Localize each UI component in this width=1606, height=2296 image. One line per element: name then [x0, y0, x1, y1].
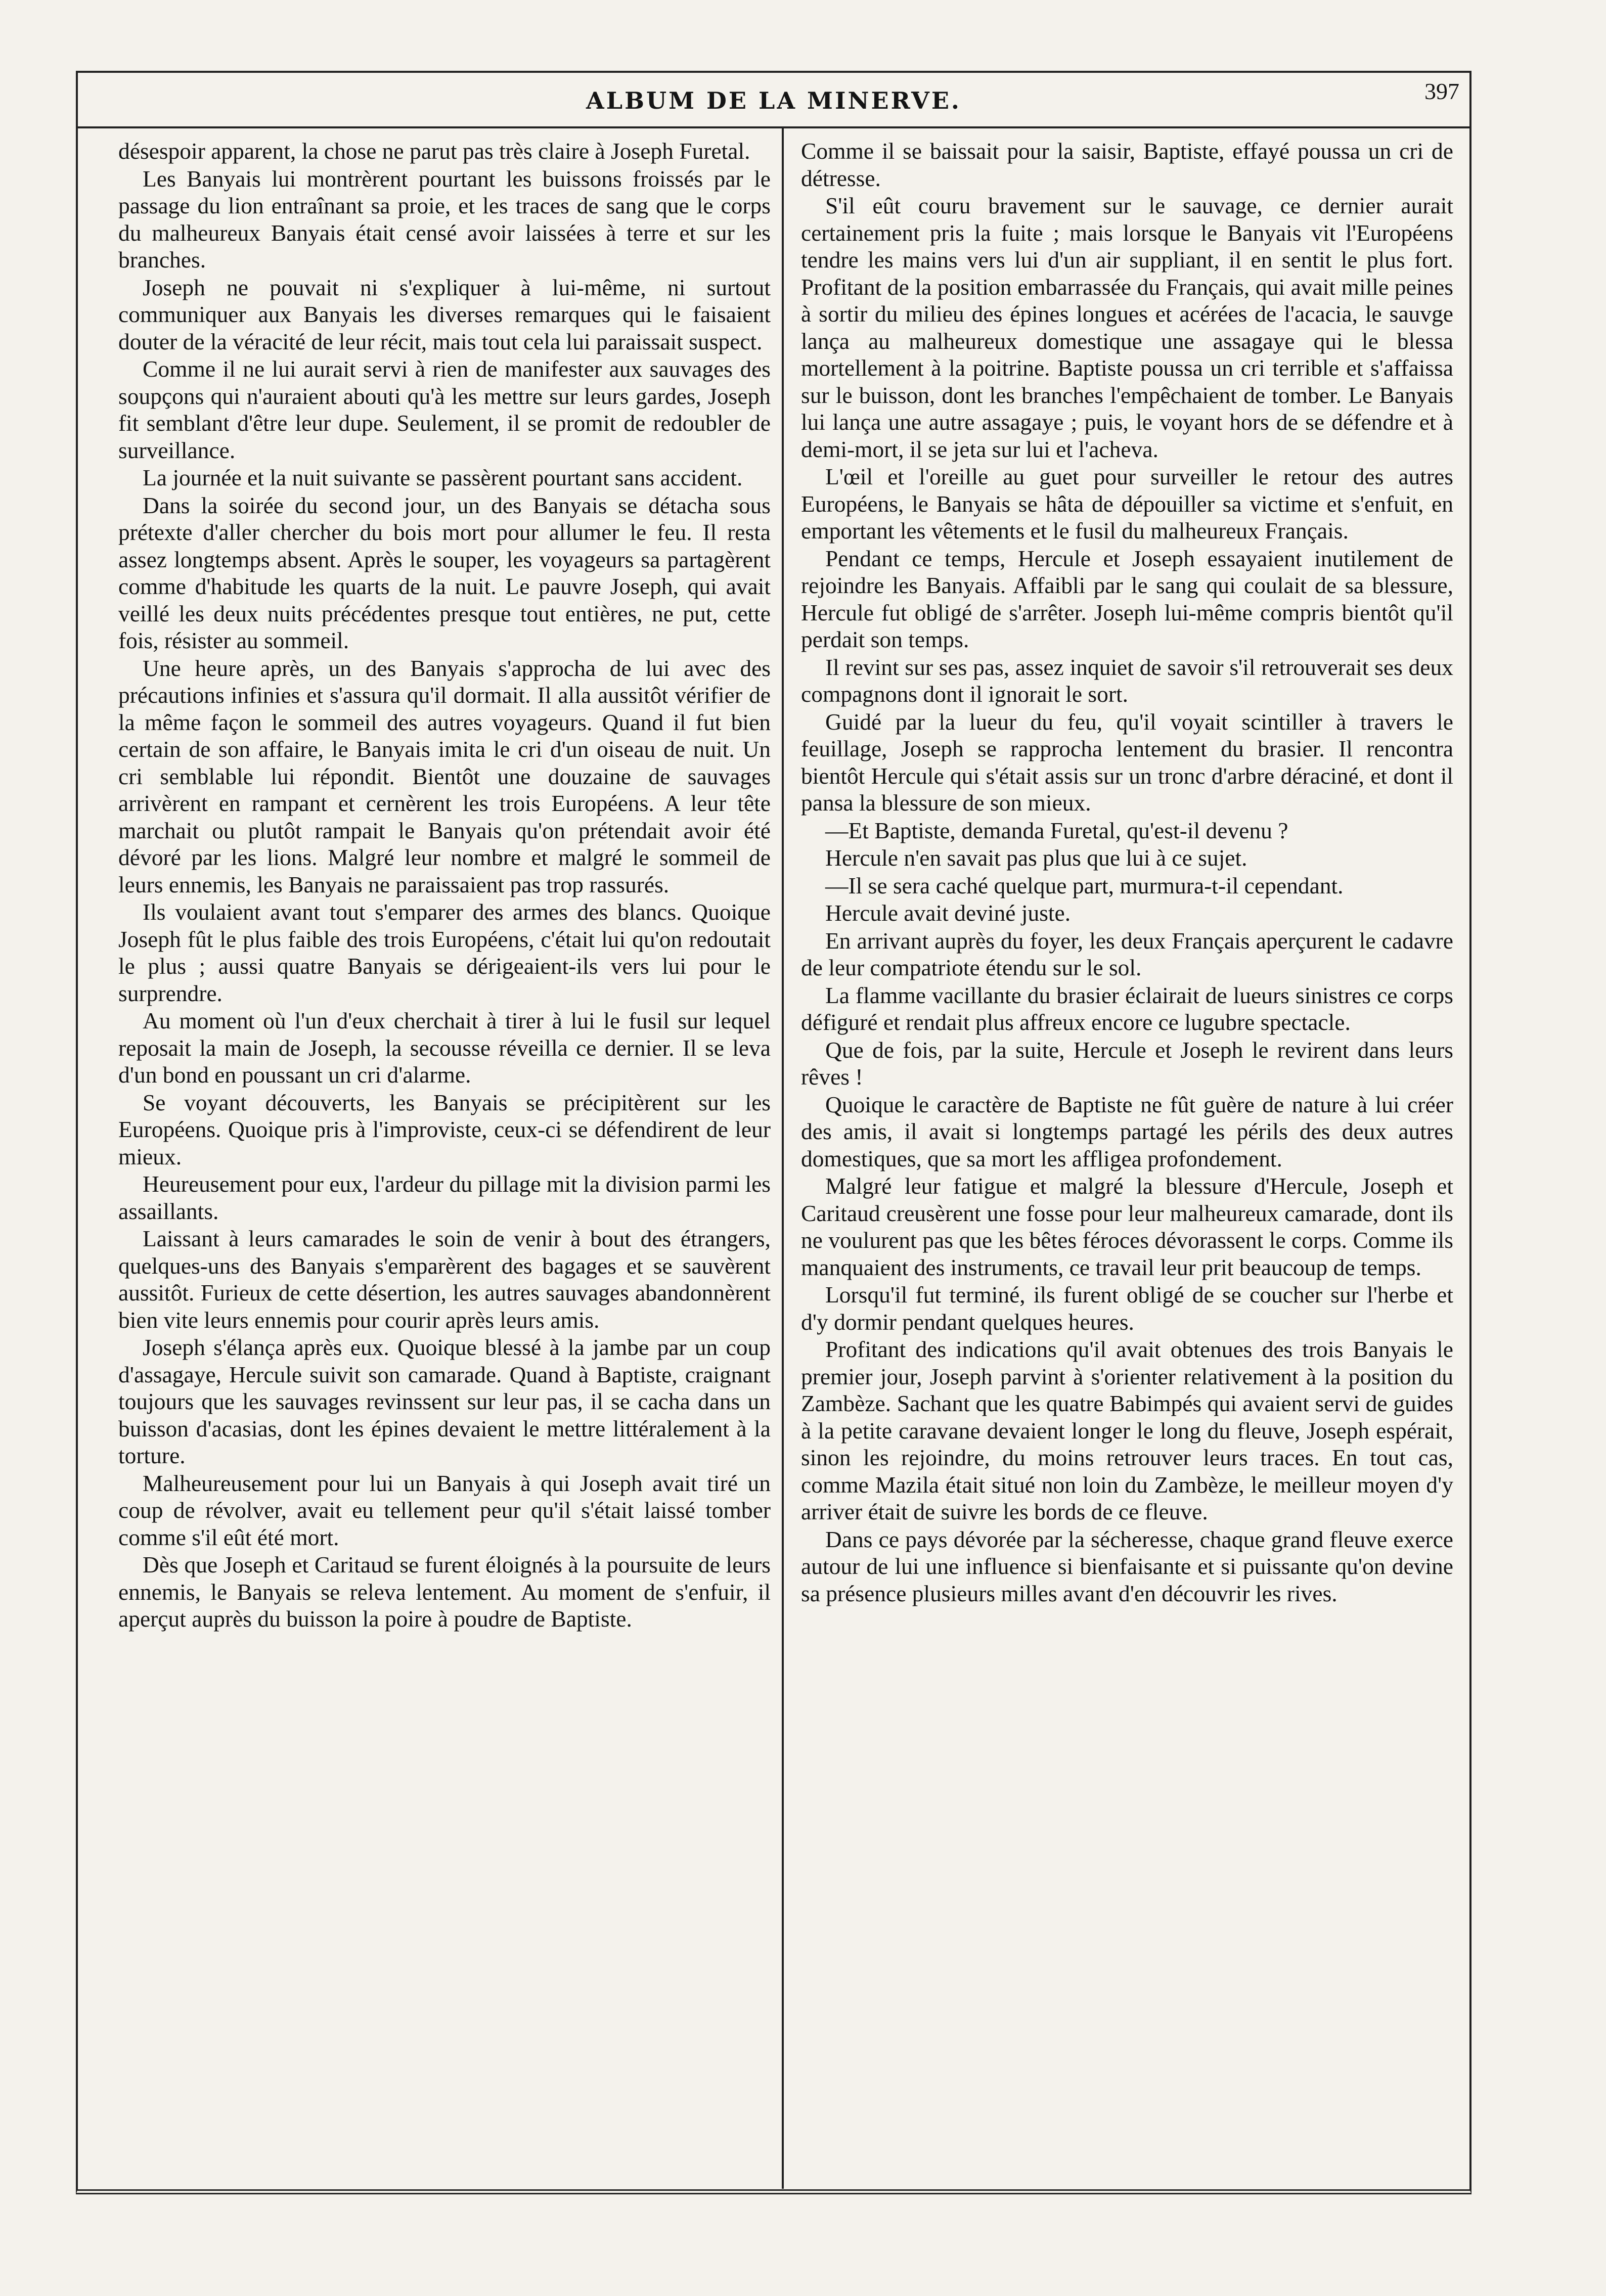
paragraph: Une heure après, un des Banyais s'approcha de lui avec des précautions infinies et s'assura qu'il dormait. Il alla aussitôt vérifier de la même façon le sommeil des autres voyageurs. Quand il fut bien certain de son affaire, le Banyais imita le cri d'un oiseau de nuit. Un cri semblable lui répondit. Bientôt une douzaine de sauvages arrivèrent en rampant et cernèrent les trois Européens. A leur tête marchait ou plutôt rampait le Banyais qu'on prétendait avoir été dévoré par les lions. Malgré leur nombre et malgré le sommeil de leurs ennemis, les Banyais ne paraissaient pas trop rassurés.	[118, 655, 771, 897]
paragraph: Hercule n'en savait pas plus que lui à ce sujet.	[825, 845, 1247, 871]
paragraph: Se voyant découverts, les Banyais se précipitèrent sur les Européens. Quoique pris à l'improviste, ceux-ci se défendirent de leur mieux.	[118, 1089, 771, 1169]
paragraph: Hercule avait deviné juste.	[825, 900, 1071, 926]
paragraph: Guidé par la lueur du feu, qu'il voyait scintiller à travers le feuillage, Joseph se rapprocha lentement du brasier. Il rencontra bientôt Hercule qui s'était assis sur un tronc d'arbre déraciné, et dont il pansa la blessure de son mieux.	[801, 708, 1453, 816]
page-number: 397	[1424, 78, 1459, 104]
paragraph: Dans la soirée du second jour, un des Banyais se détacha sous prétexte d'aller chercher du bois mort pour allumer le feu. Il resta assez longtemps absent. Après le souper, les voyageurs sa partagèrent comme d'habitude les quarts de la nuit. Le pauvre Joseph, qui avait veillé les deux nuits précédentes presque tout entières, ne put, cette fois, résister au sommeil.	[118, 492, 771, 653]
paragraph: Les Banyais lui montrèrent pourtant les buissons froissés par le passage du lion entraînant sa proie, et les traces de sang que le corps du malheureux Banyais était censé avoir laissées à terre et sur les branches.	[118, 165, 771, 273]
paragraph: Ils voulaient avant tout s'emparer des armes des blancs. Quoique Joseph fût le plus faible des trois Européens, c'était lui qu'on redoutait le plus ; aussi quatre Banyais se dérigeaient-ils vers lui pour le surprendre.	[118, 899, 771, 1006]
paragraph: Joseph ne pouvait ni s'expliquer à lui-même, ni surtout communiquer aux Banyais les diverses remarques qui le faisaient douter de la véracité de leur récit, mais tout cela lui paraissait suspect.	[118, 274, 771, 354]
paragraph: Au moment où l'un d'eux cherchait à tirer à lui le fusil sur lequel reposait la main de Joseph, la secousse réveilla ce dernier. Il se leva d'un bond en poussant un cri d'alarme.	[118, 1008, 771, 1088]
running-title: ALBUM DE LA MINERVE.	[586, 87, 961, 114]
running-head	[78, 73, 1469, 128]
paragraph: L'œil et l'oreille au guet pour surveiller le retour des autres Européens, le Banyais se hâta de dépouiller sa victime et s'enfuit, en emportant les vêtements et le fusil du malheureux Français.	[801, 464, 1453, 544]
page-frame	[76, 71, 1471, 2194]
paragraph: —Il se sera caché quelque part, murmura-t-il cependant.	[825, 872, 1344, 898]
paragraph: Joseph s'élança après eux. Quoique blessé à la jambe par un coup d'assagaye, Hercule suivit son camarade. Quand à Baptiste, craignant toujours que les sauvages revinssent sur leur pas, il se cacha dans un buisson d'acasias, dont les épines devaient le mettre littéralement à la torture.	[118, 1334, 771, 1468]
paragraph: Laissant à leurs camarades le soin de venir à bout des étrangers, quelques-uns des Banyais s'emparèrent des bagages et se sauvèrent aussitôt. Furieux de cette désertion, les autres sauvages abandonnèrent bien vite leurs ennemis pour courir après leurs amis.	[118, 1226, 771, 1333]
paragraph: En arrivant auprès du foyer, les deux Français aperçurent le cadavre de leur compatriote étendu sur le sol.	[801, 927, 1453, 980]
paragraph: Comme il se baissait pour la saisir, Baptiste, effayé poussa un cri de détresse.	[801, 138, 1453, 191]
paragraph: Que de fois, par la suite, Hercule et Joseph le revirent dans leurs rêves !	[801, 1037, 1453, 1090]
column-rule	[782, 128, 784, 2189]
paragraph: —Et Baptiste, demanda Furetal, qu'est-il devenu ?	[825, 817, 1288, 843]
paragraph: Heureusement pour eux, l'ardeur du pillage mit la division parmi les assaillants.	[118, 1171, 771, 1224]
paragraph: Comme il ne lui aurait servi à rien de manifester aux sauvages des soupçons qui n'auraient abouti qu'à les mettre sur leurs gardes, Joseph fit semblant d'être leur dupe. Seulement, il se promit de redoubler de surveillance.	[118, 356, 771, 463]
text-columns	[78, 128, 1469, 2189]
paragraph: Dès que Joseph et Caritaud se furent éloignés à la poursuite de leurs ennemis, le Banyais se releva lentement. Au moment de s'enfuir, il aperçut auprès du buisson la poire à poudre de Baptiste.	[118, 1552, 771, 1632]
paragraph: Malheureusement pour lui un Banyais à qui Joseph avait tiré un coup de révolver, avait eu tellement peur qu'il s'était laissé tomber comme s'il eût été mort.	[118, 1470, 771, 1550]
paragraph: S'il eût couru bravement sur le sauvage, ce dernier aurait certainement pris la fuite ; mais lorsque le Banyais vit l'Européens tendre les mains vers lui d'un air suppliant, il en sentit le plus fort. Profitant de la position embarrassée du Français, qui avait mille peines à sortir du milieu des épines longues et acérées de l'acacia, le sauvge lança au malheureux domestique une assagaye qui le blessa mortellement à la poitrine. Baptiste poussa un cri terrible et s'affaissa sur le buisson, dont les branches l'empêchaient de tomber. Le Banyais lui lança une autre assagaye ; puis, le voyant hors de se défendre et à demi-mort, il se jeta sur lui et l'acheva.	[801, 193, 1453, 462]
paragraph: Dans ce pays dévorée par la sécheresse, chaque grand fleuve exerce autour de lui une influence si bienfaisante et si puissante qu'on devine sa présence plusieurs milles avant d'en découvrir les rives.	[801, 1526, 1453, 1606]
paragraph: désespoir apparent, la chose ne parut pas très claire à Joseph Furetal.	[118, 138, 750, 164]
paragraph: La journée et la nuit suivante se passèrent pourtant sans accident.	[143, 465, 743, 490]
left-column	[118, 138, 771, 2175]
right-column	[801, 138, 1453, 2175]
paragraph: Pendant ce temps, Hercule et Joseph essayaient inutilement de rejoindre les Banyais. Affaibli par le sang qui coulait de sa blessure, Hercule fut obligé de s'arrêter. Joseph lui-même compris bientôt qu'il perdait son temps.	[801, 545, 1453, 652]
paragraph: Profitant des indications qu'il avait obtenues des trois Banyais le premier jour, Joseph parvint à s'orienter relativement à la position du Zambèze. Sachant que les quatre Babimpés qui avaient servi de guides à la petite caravane devaient longer le long du fleuve, Joseph espérait, sinon les rejoindre, du moins retrouver leurs traces. En tout cas, comme Mazila était situé non loin du Zambèze, le meilleur moyen d'y arriver était de suivre les bords de ce fleuve.	[801, 1336, 1453, 1524]
paragraph: La flamme vacillante du brasier éclairait de lueurs sinistres ce corps défiguré et rendait plus affreux encore ce lugubre spectacle.	[801, 982, 1453, 1035]
paragraph: Malgré leur fatigue et malgré la blessure d'Hercule, Joseph et Caritaud creusèrent une fosse pour leur malheureux camarade, dont ils ne voulurent pas que les bêtes féroces dévorassent le corps. Comme ils manquaient des instruments, ce travail leur prit beaucoup de temps.	[801, 1173, 1453, 1280]
paragraph: Il revint sur ses pas, assez inquiet de savoir s'il retrouverait ses deux compagnons dont il ignorait le sort.	[801, 654, 1453, 707]
paragraph: Quoique le caractère de Baptiste ne fût guère de nature à lui créer des amis, il avait si longtemps partagé les périls des deux autres domestiques, que sa mort les affligea profondement.	[801, 1091, 1453, 1172]
paragraph: Lorsqu'il fut terminé, ils furent obligé de se coucher sur l'herbe et d'y dormir pendant quelques heures.	[801, 1282, 1453, 1335]
